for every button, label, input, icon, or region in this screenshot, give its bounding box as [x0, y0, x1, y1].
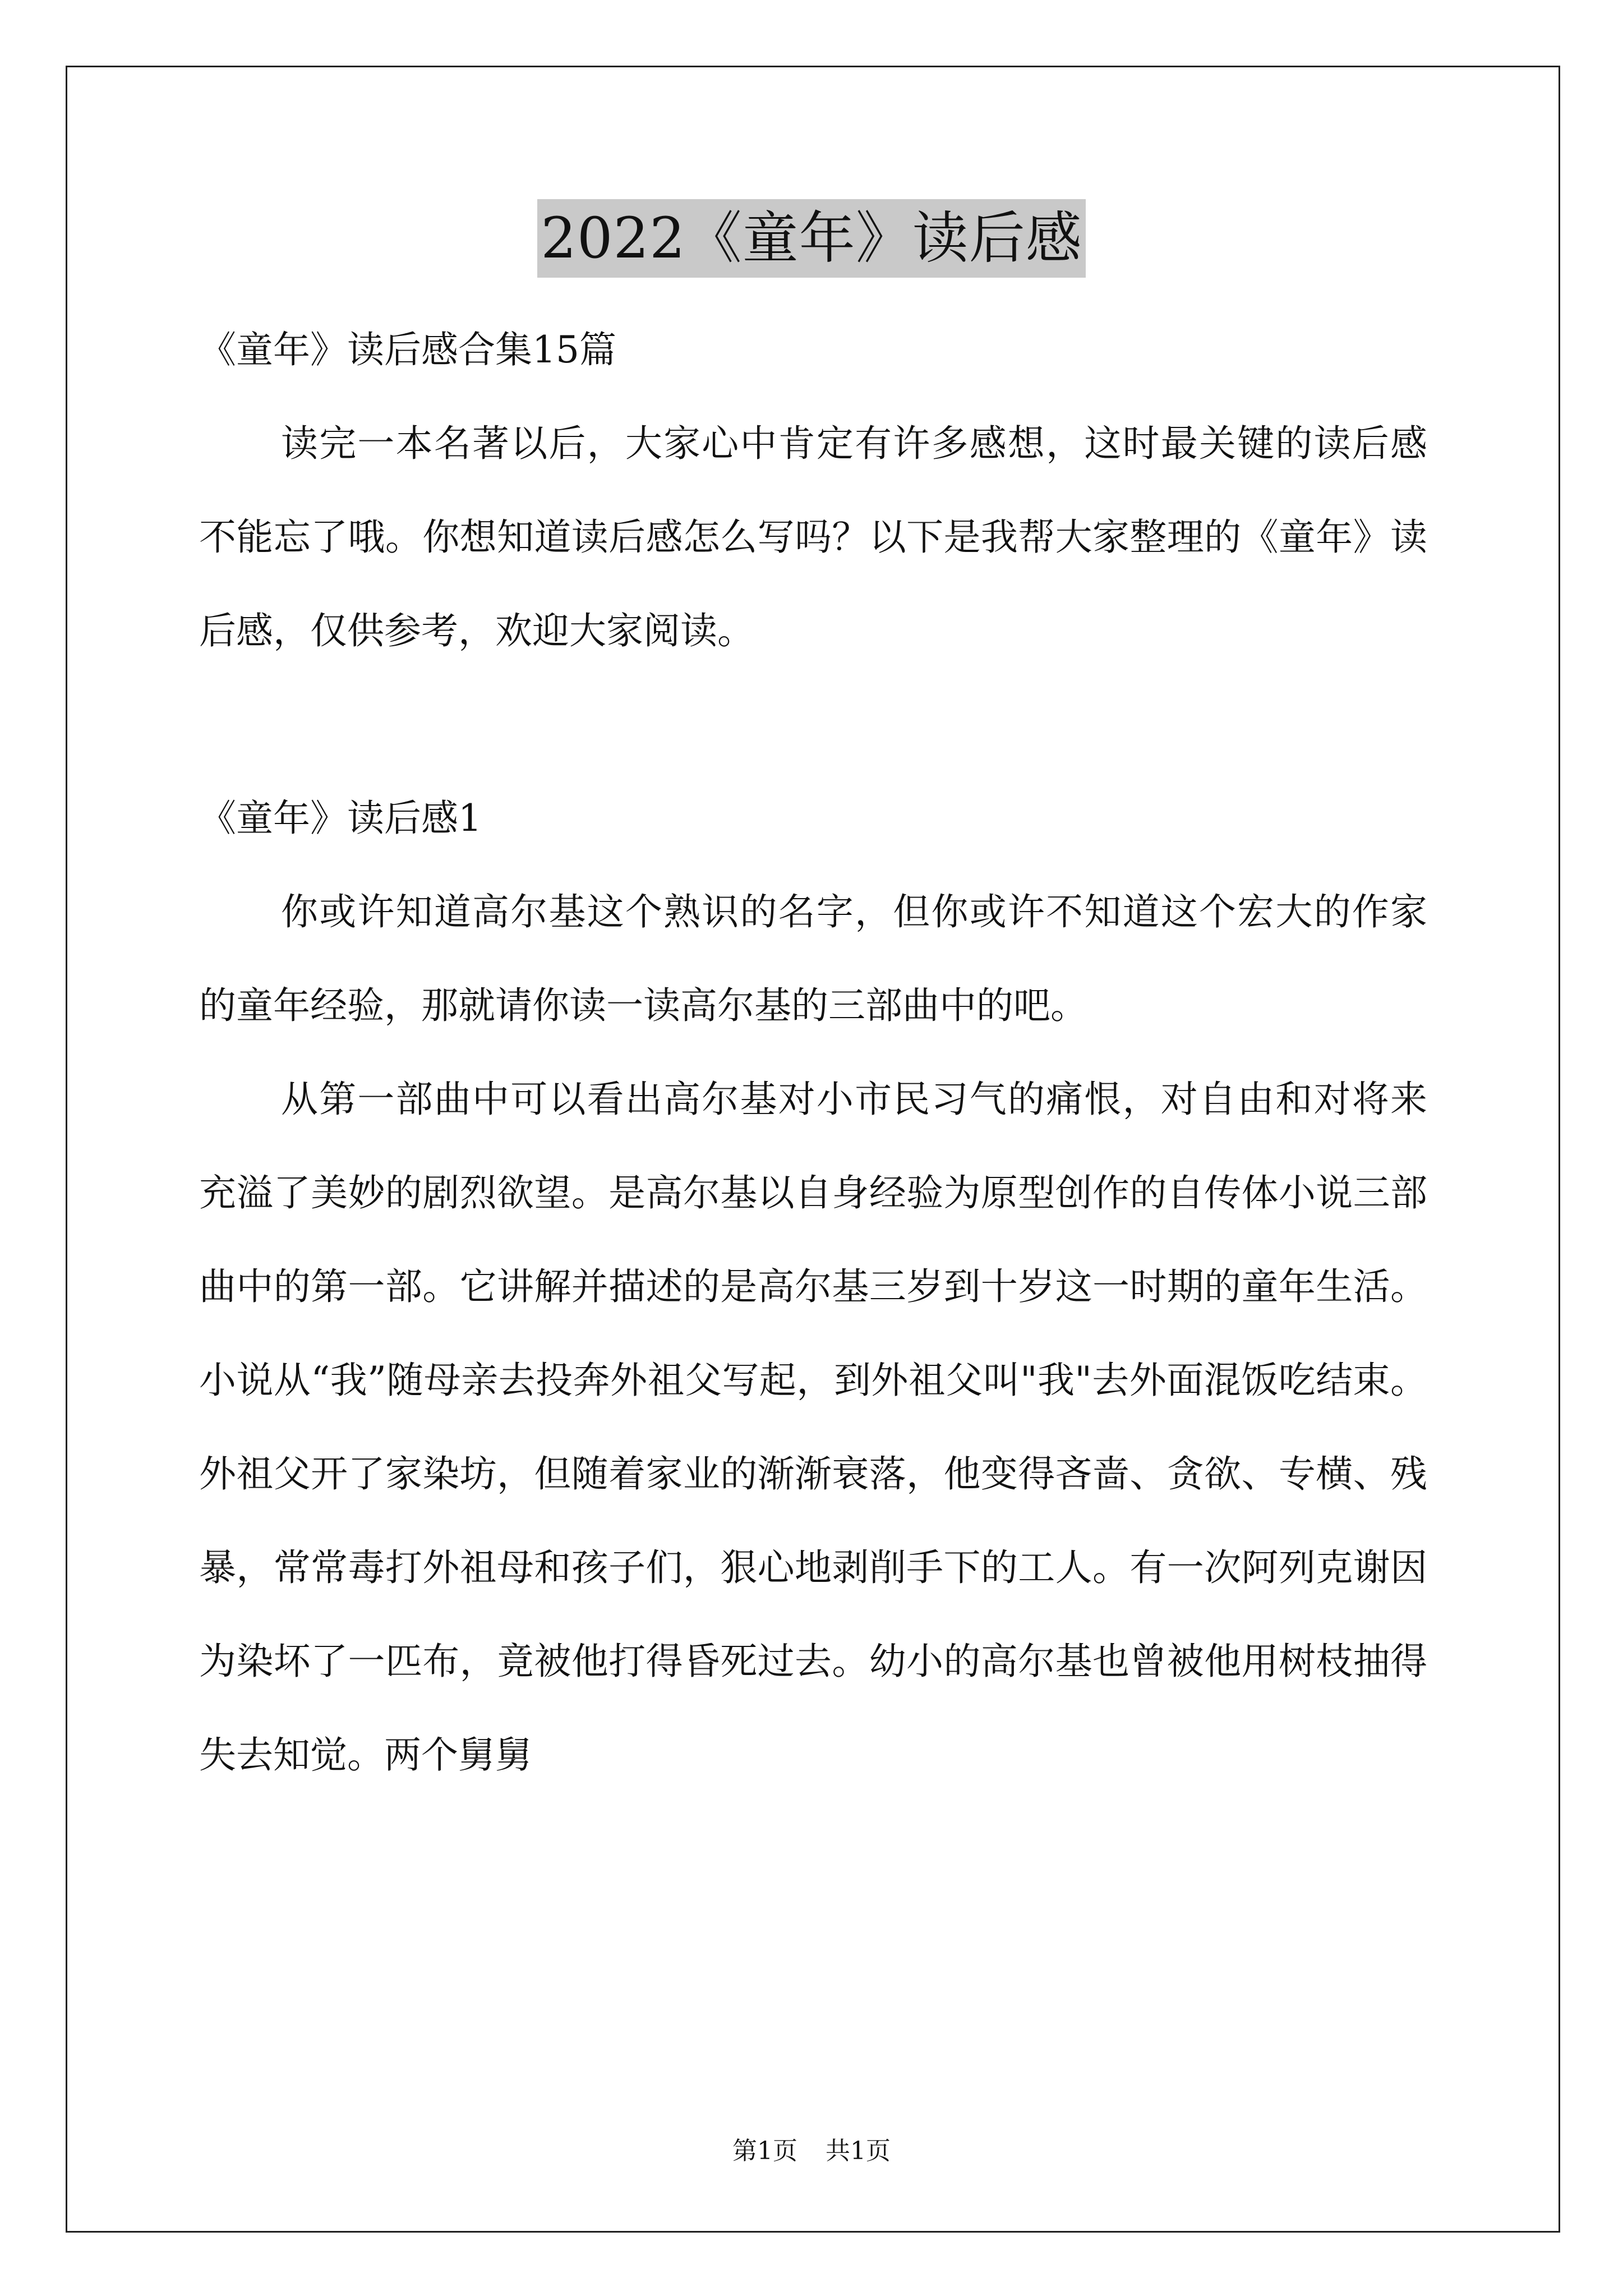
document-body	[199, 303, 1427, 1802]
body-paragraph: 从第一部曲中可以看出高尔基对小市民习气的痛恨，对自由和对将来充溢了美妙的剧烈欲望。是高尔基以自身经验为原型创作的自传体小说三部曲中的第一部。它讲解并描述的是高尔基三岁到十岁这一时期的童年生活。小说从“我”随母亲去投奔外祖父写起，到外祖父叫"我"去外面混饭吃结束。外祖父开了家染坊，但随着家业的渐渐衰落，他变得吝啬、贪欲、专横、残暴，常常毒打外祖母和孩子们，狠心地剥削手下的工人。有一次阿列克谢因为染坏了一匹布，竟被他打得昏死过去。幼小的高尔基也曾被他用树枝抽得失去知觉。两个舅舅	[199, 1078, 1427, 1777]
page-footer	[0, 2134, 1623, 2168]
subtitle: 《童年》读后感合集15篇	[199, 328, 616, 371]
page-number: 第1页	[732, 2137, 797, 2165]
section-heading: 《童年》读后感1	[199, 797, 482, 840]
document-title: 2022《童年》读后感	[537, 199, 1086, 278]
intro-paragraph: 读完一本名著以后，大家心中肯定有许多感想，这时最关键的读后感不能忘了哦。你想知道读后感怎么写吗？以下是我帮大家整理的《童年》读后感，仅供参考，欢迎大家阅读。	[199, 422, 1427, 652]
body-paragraph: 你或许知道高尔基这个熟识的名字，但你或许不知道这个宏大的作家的童年经验，那就请你读一读高尔基的三部曲中的吧。	[199, 890, 1427, 1027]
title-container	[0, 199, 1623, 278]
page-total: 共1页	[826, 2137, 891, 2165]
